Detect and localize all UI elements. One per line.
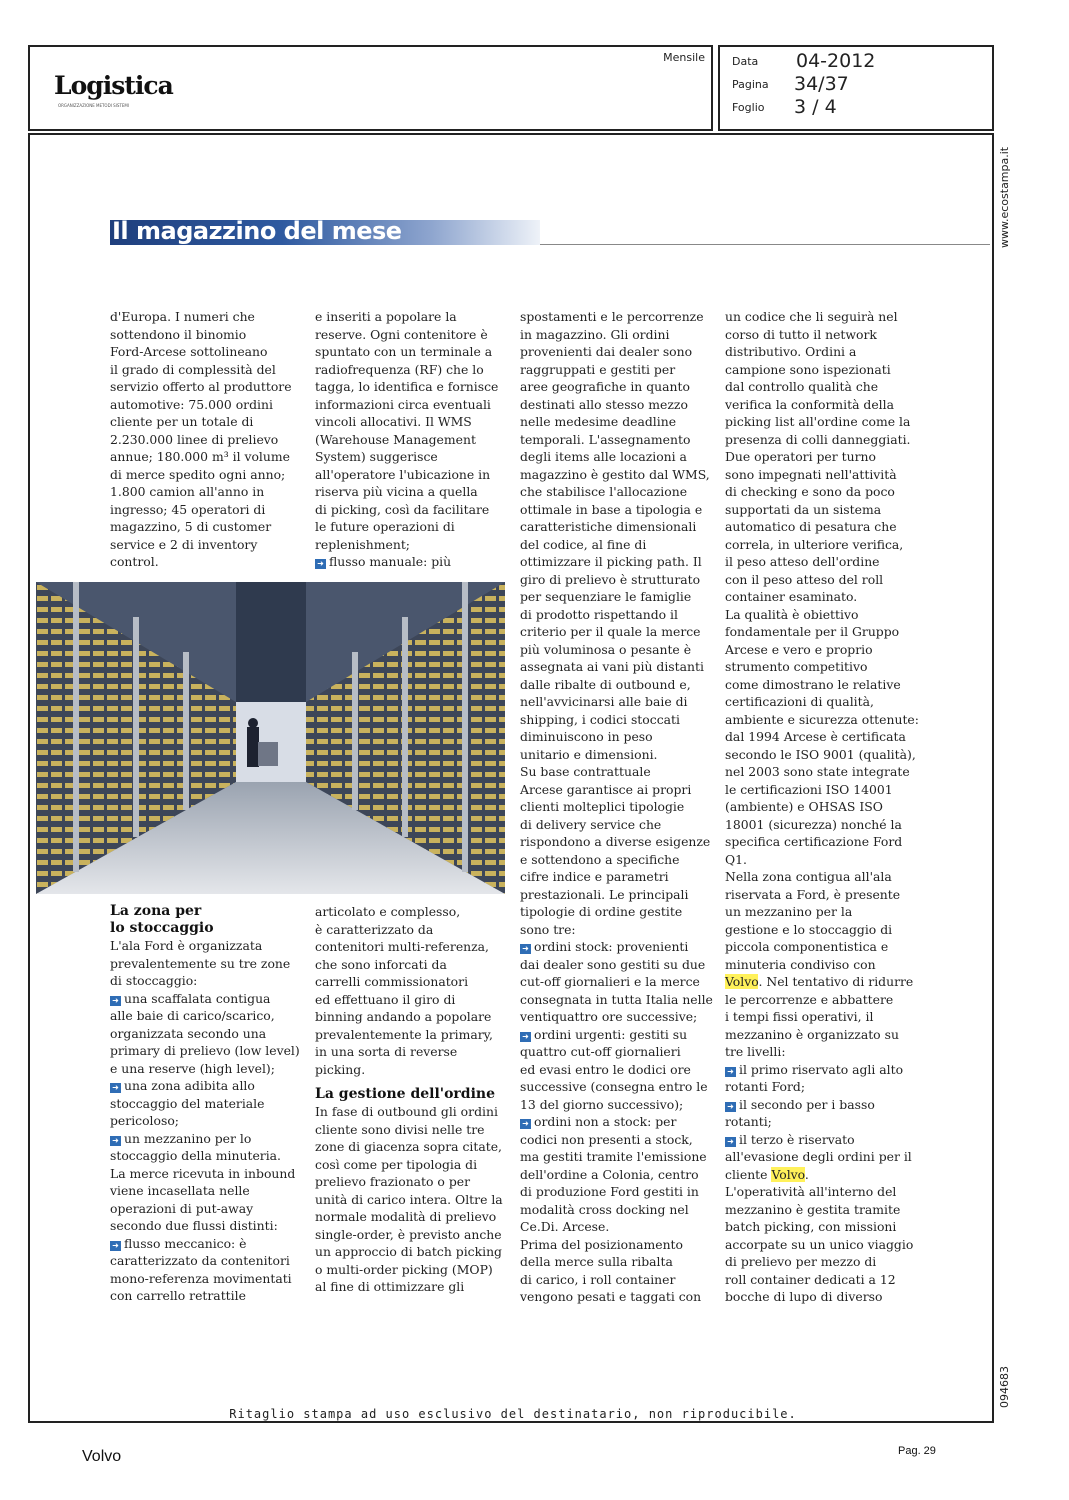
text-line: all'operatore l'ubicazione in [315, 466, 491, 482]
column-1-bottom-text [110, 937, 300, 1305]
text-line: unità di carico intera. Oltre la [315, 1191, 503, 1207]
column-2-bottom [315, 903, 505, 1296]
text-line: container esaminato. [725, 589, 858, 604]
publication-logo: Logistica [54, 71, 173, 100]
text-line: cliente Volvo. [725, 1166, 809, 1182]
text-line: quattro cut-off giornalieri [520, 1044, 681, 1059]
text-line: un approccio di batch picking [315, 1244, 502, 1259]
text-line: nel 2003 sono state integrate [725, 764, 910, 779]
text-line: fondamentale per il Gruppo [725, 624, 900, 639]
text-line: reserve. Ogni contenitore è [315, 326, 488, 342]
text-line: Nella zona contigua all'ala [725, 869, 892, 884]
text-line: giro di prelievo è strutturato [520, 571, 701, 587]
text-line: ventiquattro ore successive; [520, 1009, 698, 1024]
column-1-bottom [110, 903, 300, 1305]
text-line: rotanti; [725, 1114, 772, 1129]
text-line: In fase di outbound gli ordini [315, 1104, 498, 1119]
arrow-bullet-icon: ➜ [725, 1102, 736, 1112]
text-line: 1.800 camion all'anno in [110, 484, 265, 499]
text-line: replenishment; [315, 536, 410, 552]
text-line: con carrello retrattile [110, 1288, 246, 1303]
text-line: 18001 (sicurezza) nonché la [725, 816, 902, 832]
text-line: cliente sono divisi nelle tre [315, 1121, 485, 1137]
text-line: contenitori multi-referenza, [315, 939, 489, 954]
text-line: Su base contrattuale [520, 764, 651, 779]
text-line: d'Europa. I numeri che [110, 309, 255, 324]
text-line: della merce sulla ribalta [520, 1254, 673, 1269]
text-line: stoccaggio del materiale [110, 1095, 265, 1111]
text-line: vincoli allocativi. Il WMS [315, 414, 472, 429]
text-line: ➜ ordini urgenti: gestiti su [520, 1026, 720, 1044]
arrow-bullet-icon: ➜ [520, 1032, 531, 1042]
text-line: informazioni circa eventuali [315, 396, 491, 412]
sheet-label: Foglio [732, 101, 765, 114]
column-1-top [110, 308, 300, 571]
text-line: 2.230.000 linee di prelievo [110, 431, 279, 447]
text-line: spostamenti e le percorrenze [520, 309, 704, 324]
text-line: La qualità è obiettivo [725, 606, 859, 622]
text-line: ➜ una scaffalata contigua [110, 990, 300, 1008]
text-line: rotanti Ford; [725, 1079, 806, 1094]
text-line: single-order, è previsto anche [315, 1226, 502, 1242]
text-line: mezzanino è organizzato su [725, 1026, 899, 1042]
logo-subtitle: ORGANIZZAZIONE METODI SISTEMI [58, 103, 129, 108]
text-line: ➜ il terzo è riservato [725, 1131, 925, 1149]
text-line: ottimizzare il picking path. Il [520, 554, 702, 569]
text-line: roll container dedicati a 12 [725, 1271, 896, 1287]
periodicity-label: Mensile [663, 51, 705, 64]
text-line: di prelievo per mezzo di [725, 1254, 877, 1269]
text-line: presenza di colli danneggiati. [725, 431, 911, 447]
text-line: le certificazioni ISO 14001 [725, 781, 893, 797]
client-name: Volvo [82, 1448, 122, 1465]
text-line: per sequenziare le famiglie [520, 589, 692, 604]
meta-box [718, 45, 994, 131]
text-line: criterio per il quale la merce [520, 624, 701, 639]
text-line: e una reserve (high level); [110, 1060, 275, 1076]
text-line: carrelli commissionatori [315, 974, 469, 989]
text-line: ed effettuano il giro di [315, 991, 456, 1007]
text-line: codici non presenti a stock, [520, 1131, 693, 1147]
text-line: diminuiscono in peso [520, 729, 653, 744]
text-line: le future operazioni di [315, 519, 455, 534]
text-line: ➜ ordini stock: provenienti [520, 938, 720, 956]
text-line: distributivo. Ordini a [725, 344, 857, 359]
text-line: batch picking, con missioni [725, 1219, 897, 1234]
arrow-bullet-icon: ➜ [315, 559, 326, 569]
text-line: ottimale in base a tipologia e [520, 501, 703, 517]
text-line: di checking e sono da poco [725, 484, 895, 499]
text-line: tre livelli: [725, 1044, 786, 1059]
text-line: minuteria condiviso con [725, 956, 876, 972]
text-line: con il peso atteso del roll [725, 571, 884, 587]
text-line: L'ala Ford è organizzata [110, 938, 263, 953]
text-line: tagga, lo identifica e fornisce [315, 379, 499, 394]
text-line: magazzino, 5 di customer [110, 519, 272, 534]
text-line: ed evasi entro le dodici ore [520, 1061, 691, 1077]
text-line: (ambiente) e OHSAS ISO [725, 799, 883, 814]
text-line: e sottendono a specifiche [520, 851, 680, 867]
text-line: un codice che li seguirà nel [725, 309, 898, 324]
reproduction-disclaimer: Ritaglio stampa ad uso esclusivo del destinatario, non riproducibile. [229, 1407, 797, 1421]
text-line: ➜ flusso manuale: più [315, 553, 505, 571]
text-line: operazioni di put-away [110, 1200, 254, 1216]
text-line: articolato e complesso, [315, 904, 461, 919]
text-line: strumento competitivo [725, 659, 868, 674]
text-line: nell'avvicinarsi alle baie di [520, 694, 688, 709]
text-line: cut-off giornalieri e la merce [520, 974, 700, 989]
text-line: di stoccaggio: [110, 973, 198, 988]
text-line: all'evasione degli ordini per il [725, 1149, 912, 1164]
text-line: come dimostrano le relative [725, 676, 901, 692]
text-line: prevalentemente su tre zone [110, 955, 291, 971]
column-4 [725, 308, 925, 1306]
text-line: consegnata in tutta Italia nelle [520, 991, 713, 1007]
heading-stoccaggio: La zona per lo stoccaggio [110, 903, 214, 936]
highlight-volvo: Volvo [725, 974, 759, 989]
arrow-bullet-icon: ➜ [725, 1137, 736, 1147]
text-line: Arcese garantisce ai propri [520, 781, 692, 797]
text-line: verifica la conformità della [725, 396, 894, 412]
text-line: control. [110, 554, 159, 569]
text-line: temporali. L'assegnamento [520, 431, 691, 447]
text-line: al fine di ottimizzare gli [315, 1279, 465, 1294]
text-line: corso di tutto il network [725, 326, 877, 342]
text-line: provenienti dai dealer sono [520, 344, 693, 359]
text-line: dal 1994 Arcese è certificata [725, 729, 906, 744]
text-line: Q1. [725, 851, 747, 867]
section-title: Il magazzino del mese [112, 217, 402, 245]
text-line: così come per tipologia di [315, 1156, 478, 1172]
text-line: degli items alle locazioni a [520, 449, 687, 464]
highlight-volvo: Volvo [771, 1166, 805, 1182]
text-line: picking. [315, 1061, 366, 1077]
text-line: shipping, i codici stoccati [520, 711, 680, 727]
text-line: gestione e lo stoccaggio di [725, 921, 893, 937]
text-line: supportati da un sistema [725, 501, 882, 517]
warehouse-aisle-image [36, 582, 505, 894]
text-line: secondo le ISO 9001 (qualità), [725, 746, 916, 762]
text-line: (Warehouse Management [315, 431, 476, 447]
text-line: stoccaggio della minuteria. [110, 1148, 282, 1163]
arrow-bullet-icon: ➜ [520, 944, 531, 954]
text-line: rispondono a diverse esigenze [520, 834, 711, 849]
text-line: System) suggerisce [315, 449, 438, 464]
text-line: mono-referenza movimentati [110, 1270, 292, 1286]
text-line: di merce spedito ogni anno; [110, 466, 286, 482]
text-line: annue; 180.000 m³ il volume [110, 449, 290, 464]
text-line: di picking, così da facilitare [315, 501, 490, 517]
sheet-value: 3 / 4 [794, 96, 837, 118]
text-line: ➜ ordini non a stock: per [520, 1113, 720, 1131]
page-value: 34/37 [794, 73, 849, 95]
column-2-mid-text [315, 903, 505, 1078]
section-rule [540, 244, 990, 245]
text-line: prelievo frazionato o per [315, 1174, 471, 1189]
article-box [28, 133, 994, 1423]
text-line: automatico di pesatura che [725, 519, 897, 534]
column-3 [520, 308, 720, 1306]
text-line: il peso atteso dell'ordine [725, 554, 880, 569]
text-line: La merce ricevuta in inbound [110, 1165, 296, 1181]
text-line: riservata a Ford, è presente [725, 886, 901, 902]
text-line: ➜ il primo riservato agli alto [725, 1061, 925, 1079]
text-line: accorpate su un unico viaggio [725, 1236, 914, 1252]
text-line: sono impegnati nell'attività [725, 466, 897, 482]
text-line: che sono inforcati da [315, 956, 447, 972]
arrow-bullet-icon: ➜ [110, 996, 121, 1006]
text-line: magazzino è gestito dal WMS, [520, 466, 710, 482]
text-line: alle baie di carico/scarico, [110, 1008, 275, 1023]
text-line: Due operatori per turno [725, 449, 876, 464]
text-line: binning andando a popolare [315, 1009, 492, 1024]
text-line: cliente per un totale di [110, 414, 254, 429]
text-line: Volvo. Nel tentativo di ridurre [725, 974, 914, 989]
arrow-bullet-icon: ➜ [520, 1119, 531, 1129]
column-2-bottom-text [315, 1103, 505, 1296]
text-line: primary di prelievo (low level) [110, 1043, 300, 1058]
masthead-box [28, 45, 713, 131]
text-line: il grado di complessità del [110, 361, 276, 377]
text-line: automotive: 75.000 ordini [110, 396, 273, 412]
text-line: 13 del giorno successivo); [520, 1096, 684, 1112]
arrow-bullet-icon: ➜ [110, 1136, 121, 1146]
text-line: organizzata secondo una [110, 1025, 267, 1041]
text-line: dell'ordine a Colonia, centro [520, 1166, 699, 1182]
text-line: piccola componentistica e [725, 939, 889, 954]
website-sidebar: www.ecostampa.it [998, 146, 1011, 248]
text-line: di delivery service che [520, 816, 662, 832]
text-line: di produzione Ford gestiti in [520, 1184, 699, 1199]
text-line: Prima del posizionamento [520, 1236, 683, 1252]
text-line: sottendono il binomio [110, 326, 247, 342]
text-line: sono tre: [520, 921, 576, 937]
text-line: i tempi fissi operativi, il [725, 1009, 874, 1024]
text-line: aree geografiche in quanto [520, 379, 690, 394]
text-line: prestazionali. Le principali [520, 886, 689, 902]
arrow-bullet-icon: ➜ [110, 1083, 121, 1093]
text-line: clienti molteplici tipologie [520, 799, 685, 814]
text-line: normale modalità di prelievo [315, 1209, 497, 1224]
text-line: bocche di lupo di diverso [725, 1289, 883, 1304]
text-line: caratteristiche dimensionali [520, 519, 697, 534]
text-line: ma gestiti tramite l'emissione [520, 1149, 707, 1164]
text-line: mezzanino è gestita tramite [725, 1201, 901, 1217]
text-line: pericoloso; [110, 1113, 179, 1128]
text-line: Arcese e vero e proprio [725, 641, 873, 657]
text-line: dal controllo qualità che [725, 379, 879, 394]
arrow-bullet-icon: ➜ [725, 1067, 736, 1077]
text-line: servizio offerto al produttore [110, 379, 292, 394]
text-line: riserva più vicina a quella [315, 484, 478, 499]
text-line: Ford-Arcese sottolineano [110, 344, 268, 359]
text-line: ambiente e sicurezza ottenute: [725, 711, 919, 727]
text-line: prevalentemente la primary, [315, 1026, 493, 1042]
text-line: successive (consegna entro le [520, 1079, 708, 1094]
text-line: più voluminosa o pesante è [520, 641, 692, 657]
text-line: in magazzino. Gli ordini [520, 326, 670, 342]
page-label: Pagina [732, 78, 769, 91]
text-line: caratterizzato da contenitori [110, 1253, 290, 1268]
text-line: correla, in ulteriore verifica, [725, 536, 904, 552]
text-line: tipologie di ordine gestite [520, 904, 683, 919]
text-line: service e 2 di inventory [110, 536, 258, 552]
arrow-bullet-icon: ➜ [110, 1241, 121, 1251]
text-line: secondo due flussi distinti: [110, 1218, 278, 1233]
text-line: ingresso; 45 operatori di [110, 501, 266, 517]
text-line: del codice, al fine di [520, 536, 647, 552]
text-line: destinati allo stesso mezzo [520, 396, 688, 412]
text-line: picking list all'ordine come la [725, 414, 911, 429]
text-line: specifica certificazione Ford [725, 834, 903, 849]
text-line: spuntato con un terminale a [315, 344, 493, 359]
text-line: e inseriti a popolare la [315, 309, 457, 324]
text-line: o multi-order picking (MOP) [315, 1261, 493, 1277]
date-value: 04-2012 [796, 50, 876, 72]
text-line: dalle ribalte di outbound e, [520, 676, 691, 692]
text-line: nelle medesime deadline [520, 414, 677, 429]
code-sidebar: 094683 [998, 1366, 1011, 1408]
text-line: vengono pesati e taggati con [520, 1289, 702, 1304]
text-line: di carico, i roll container [520, 1271, 676, 1287]
page-number: Pag. 29 [898, 1445, 936, 1457]
text-line: in una sorta di reverse [315, 1044, 458, 1059]
warehouse-photo [36, 582, 505, 894]
text-line: di prodotto rispettando il [520, 606, 678, 622]
text-line: dai dealer sono gestiti su due [520, 956, 706, 972]
text-line: campione sono ispezionati [725, 361, 891, 377]
text-line: radiofrequenza (RF) che lo [315, 361, 484, 377]
text-line: Ce.Di. Arcese. [520, 1219, 610, 1234]
text-line: ➜ il secondo per i basso [725, 1096, 925, 1114]
text-line: zone di giacenza sopra citate, [315, 1139, 502, 1154]
text-line: viene incasellata nelle [110, 1183, 250, 1198]
text-line: certificazioni di qualità, [725, 694, 874, 709]
heading-gestione-ordine: La gestione dell'ordine [315, 1086, 495, 1102]
text-line: ➜ flusso meccanico: è [110, 1235, 300, 1253]
column-2-top [315, 308, 505, 571]
text-line: ➜ una zona adibita allo [110, 1077, 300, 1095]
text-line: unitario e dimensioni. [520, 746, 658, 762]
text-line: L'operatività all'interno del [725, 1184, 897, 1199]
text-line: è caratterizzato da [315, 921, 434, 937]
text-line: cifre indice e parametri [520, 869, 669, 884]
text-line: che stabilisce l'allocazione [520, 484, 688, 499]
text-line: un mezzanino per la [725, 904, 853, 919]
text-line: le percorrenze e abbattere [725, 991, 894, 1007]
date-label: Data [732, 55, 759, 68]
text-line: raggruppati e gestiti per [520, 361, 676, 377]
text-line: modalità cross docking nel [520, 1201, 689, 1217]
text-line: assegnata ai vani più distanti [520, 659, 704, 674]
text-line: ➜ un mezzanino per lo [110, 1130, 300, 1148]
